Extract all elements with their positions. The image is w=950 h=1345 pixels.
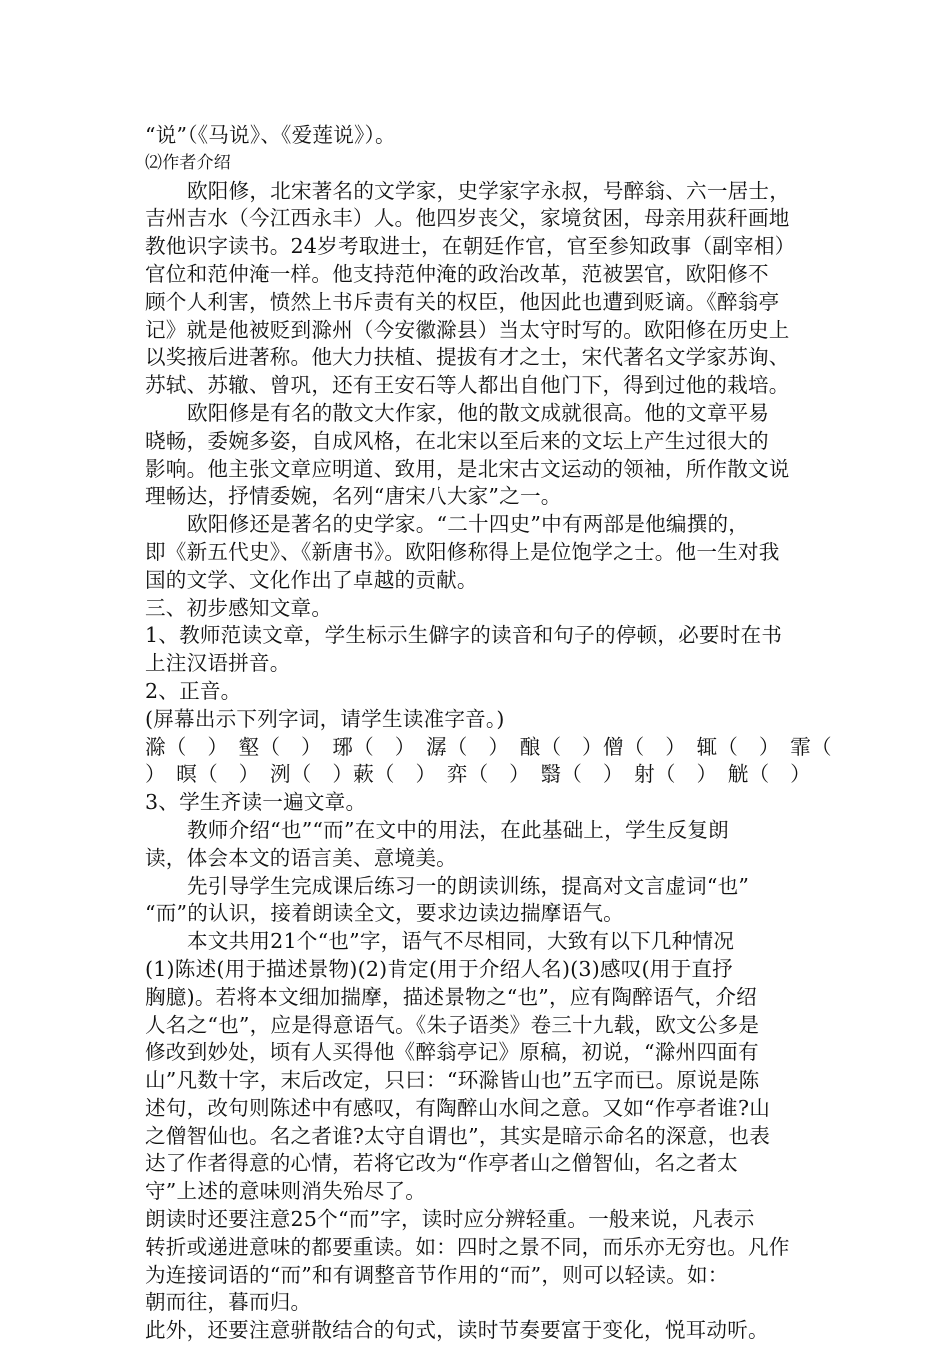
text-line: 述句，改句则陈述中有感叹，有陶醉山水间之意。又如“作亭者谁?山: [145, 1095, 770, 1120]
text-line: 影响。他主张文章应明道、致用，是北宋古文运动的领袖，所作散文说: [145, 456, 790, 481]
text-line: 教他识字读书。24岁考取进士，在朝廷作官，官至参知政事（副宰相）: [145, 234, 796, 259]
text-line: “说”（《马说》、《爱莲说》）。: [145, 123, 396, 147]
text-line: 转折或递进意味的都要重读。如：四时之景不同，而乐亦无穷也。凡作: [145, 1234, 790, 1259]
text-line: 朝而往，暮而归。: [145, 1290, 312, 1315]
text-line: (屏幕出示下列字词，请学生读准字音。): [145, 706, 505, 731]
text-line: 滁（ ） 壑（ ） 琊（ ） 潺（ ） 酿（ ）僧（ ） 辄（ ） 霏（: [145, 734, 832, 759]
text-line: 之僧智仙也。名之者谁?太守自谓也”，其实是暗示命名的深意，也表: [145, 1123, 770, 1148]
text-line: 先引导学生完成课后练习一的朗读训练，提高对文言虚词“也”: [187, 873, 750, 898]
text-line: 为连接词语的“而”和有调整音节作用的“而”，则可以轻读。如：: [145, 1262, 729, 1287]
text-line: 修改到妙处，顷有人买得他《醉翁亭记》原稿，初说，“滁州四面有: [145, 1040, 759, 1065]
text-line: 苏轼、苏辙、曾巩，还有王安石等人都出自他门下，得到过他的栽培。: [145, 373, 790, 398]
document-body: [145, 122, 832, 1345]
text-line: 吉州吉水（今江西永丰）人。他四岁丧父，家境贫困，母亲用荻秆画地: [145, 206, 790, 231]
text-line: 国的文学、文化作出了卓越的贡献。: [145, 567, 478, 592]
text-line: 顾个人利害，愤然上书斥责有关的权臣，他因此也遭到贬谪。《醉翁亭: [145, 289, 780, 314]
text-line: 此外，还要注意骈散结合的句式，读时节奏要富于变化，悦耳动听。: [145, 1318, 769, 1343]
text-line: 晓畅，委婉多姿，自成风格，在北宋以至后来的文坛上产生过很大的: [145, 428, 769, 453]
text-line: 上注汉语拼音。: [145, 651, 291, 676]
text-line: 山”凡数十字，末后改定，只曰：“环滁皆山也”五字而已。原说是陈: [145, 1068, 760, 1093]
text-line: (1)陈述(用于描述景物)(2)肯定(用于介绍人名)(3)感叹(用于直抒: [145, 956, 733, 981]
text-line: 本文共用21个“也”字，语气不尽相同，大致有以下几种情况: [187, 929, 735, 954]
text-line: 人名之“也”，应是得意语气。《朱子语类》卷三十九载，欧文公多是: [145, 1012, 760, 1037]
text-line: ⑵作者介绍: [145, 152, 231, 173]
text-line: 2、正音。: [145, 678, 242, 703]
text-line: 1、教师范读文章，学生标示生僻字的读音和句子的停顿，必要时在书: [145, 623, 783, 648]
text-line: 朗读时还要注意25个“而”字，读时应分辨轻重。一般来说，凡表示: [145, 1207, 755, 1232]
text-line: “而”的认识，接着朗读全文，要求边读边揣摩语气。: [145, 901, 624, 926]
text-line: 欧阳修是有名的散文大作家，他的散文成就很高。他的文章平易: [187, 400, 770, 425]
text-line: ） 暝（ ） 洌（ ）蔌（ ） 弈（ ） 翳（ ） 射（ ） 觥（ ）: [145, 762, 811, 787]
text-line: 欧阳修，北宋著名的文学家，史学家字永叔，号醉翁、六一居士，: [187, 178, 791, 203]
text-line: 教师介绍“也”“而”在文中的用法，在此基础上，学生反复朗: [187, 817, 729, 842]
text-line: 即《新五代史》、《新唐书》。欧阳修称得上是位饱学之士。他一生对我: [145, 539, 780, 564]
text-line: 达了作者得意的心情，若将它改为“作亭者山之僧智仙，名之者太: [145, 1151, 738, 1176]
text-line: 胸臆)。若将本文细加揣摩，描述景物之“也”，应有陶醉语气，介绍: [145, 984, 757, 1009]
text-line: 守”上述的意味则消失殆尽了。: [145, 1179, 427, 1204]
text-line: 3、学生齐读一遍文章。: [145, 790, 367, 815]
text-line: 官位和范仲淹一样。他支持范仲淹的政治改革，范被罢官，欧阳修不: [145, 261, 769, 286]
text-line: 理畅达，抒情委婉，名列“唐宋八大家”之一。: [145, 484, 562, 509]
text-line: 以奖掖后进著称。他大力扶植、提拔有才之士，宋代著名文学家苏询、: [145, 345, 790, 370]
text-line: 三、初步感知文章。: [145, 595, 333, 620]
text-line: 读，体会本文的语言美、意境美。: [145, 845, 457, 870]
text-line: 欧阳修还是著名的史学家。“二十四史”中有两部是他编撰的，: [187, 512, 750, 537]
text-line: 记》就是他被贬到滁州（今安徽滁县）当太守时写的。欧阳修在历史上: [145, 317, 790, 342]
